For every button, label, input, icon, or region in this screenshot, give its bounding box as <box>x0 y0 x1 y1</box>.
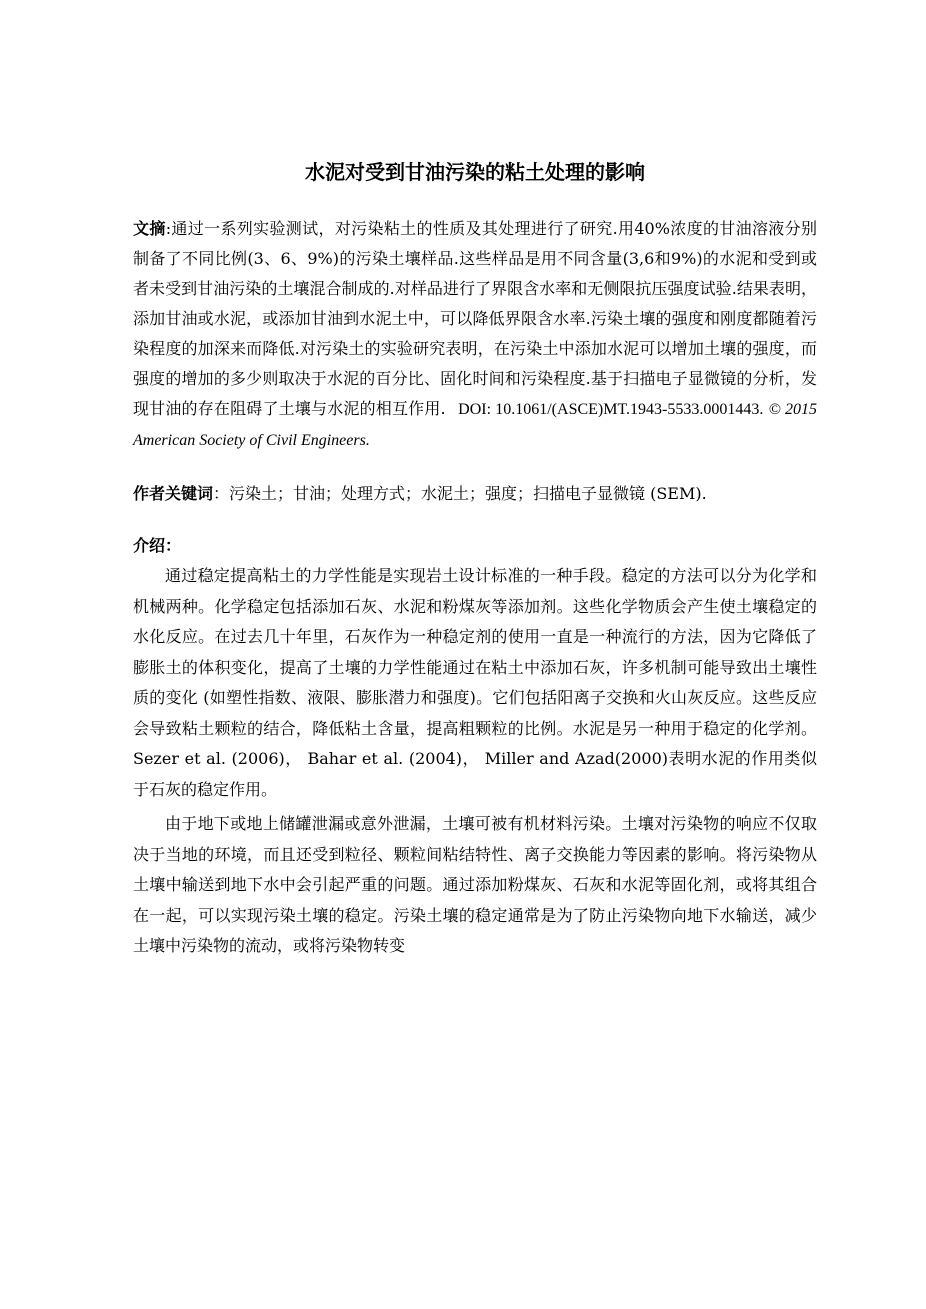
abstract-doi: DOI: 10.1061/(ASCE)MT.1943-5533.0001443. <box>458 401 764 418</box>
introduction-paragraph: 由于地下或地上储罐泄漏或意外泄漏，土壤可被有机材料污染。土壤对污染物的响应不仅取决于当地的环境，而且还受到粒径、颗粒间粘结特性、离子交换能力等因素的影响。将污染物从土壤中输送到地下水中会引起严重的问题。通过添加粉煤灰、石灰和水泥等固化剂，或将其组合在一起，可以实现污染土壤的稳定。污染土壤的稳定通常是为了防止污染物向地下水输送，减少土壤中污染物的流动，或将污染物转变 <box>133 814 817 955</box>
keywords-text: ：污染土；甘油；处理方式；水泥土；强度；扫描电子显微镜 (SEM). <box>213 484 707 503</box>
abstract <box>133 214 817 456</box>
keywords-label: 作者关键词 <box>133 484 214 503</box>
introduction-paragraph: 通过稳定提高粘土的力学性能是实现岩土设计标准的一种手段。稳定的方法可以分为化学和机械两种。化学稳定包括添加石灰、水泥和粉煤灰等添加剂。这些化学物质会产生使土壤稳定的水化反应。在过去几十年里，石灰作为一种稳定剂的使用一直是一种流行的方法，因为它降低了膨胀土的体积变化，提高了土壤的力学性能通过在粘土中添加石灰，许多机制可能导致出土壤性质的变化 (如塑性指数、液限、膨胀潜力和强度)。它们包括阳离子交换和火山灰反应。这些反应会导致粘土颗粒的结合，降低粘土含量，提高粗颗粒的比例。水泥是另一种用于稳定的化学剂。Sezer et al. (2006)， Bahar et al. (2004)， Miller and Azad(2000)表明水泥的作用类似于石灰的稳定作用。 <box>133 566 817 799</box>
abstract-label: 文摘 <box>133 219 166 238</box>
abstract-body: :通过一系列实验测试，对污染粘土的性质及其处理进行了研究.用40%浓度的甘油溶液分别制备了不同比例(3、6、9%)的污染土壤样品.这些样品是用不同含量(3,6和9%)的水泥和受到或者未受到甘油污染的土壤混合制成的.对样品进行了界限含水率和无侧限抗压强度试验.结果表明，添加甘油或水泥，或添加甘油到水泥土中，可以降低界限含水率.污染土壤的强度和刚度都随着污染程度的加深来而降低.对污染土的实验研究表明，在污染土中添加水泥可以增加土壤的强度，而强度的增加的多少则取决于水泥的百分比、固化时间和污染程度.基于扫描电子显微镜的分析，发现甘油的存在阻碍了土壤与水泥的相互作用. <box>133 219 817 418</box>
paper-page <box>133 150 817 966</box>
introduction-heading: 介绍： <box>133 536 182 555</box>
abstract-copyright: © 2015 American Society of Civil Engineers. <box>133 401 818 449</box>
paper-title: 水泥对受到甘油污染的粘土处理的影响 <box>305 160 645 184</box>
keywords <box>133 479 817 509</box>
